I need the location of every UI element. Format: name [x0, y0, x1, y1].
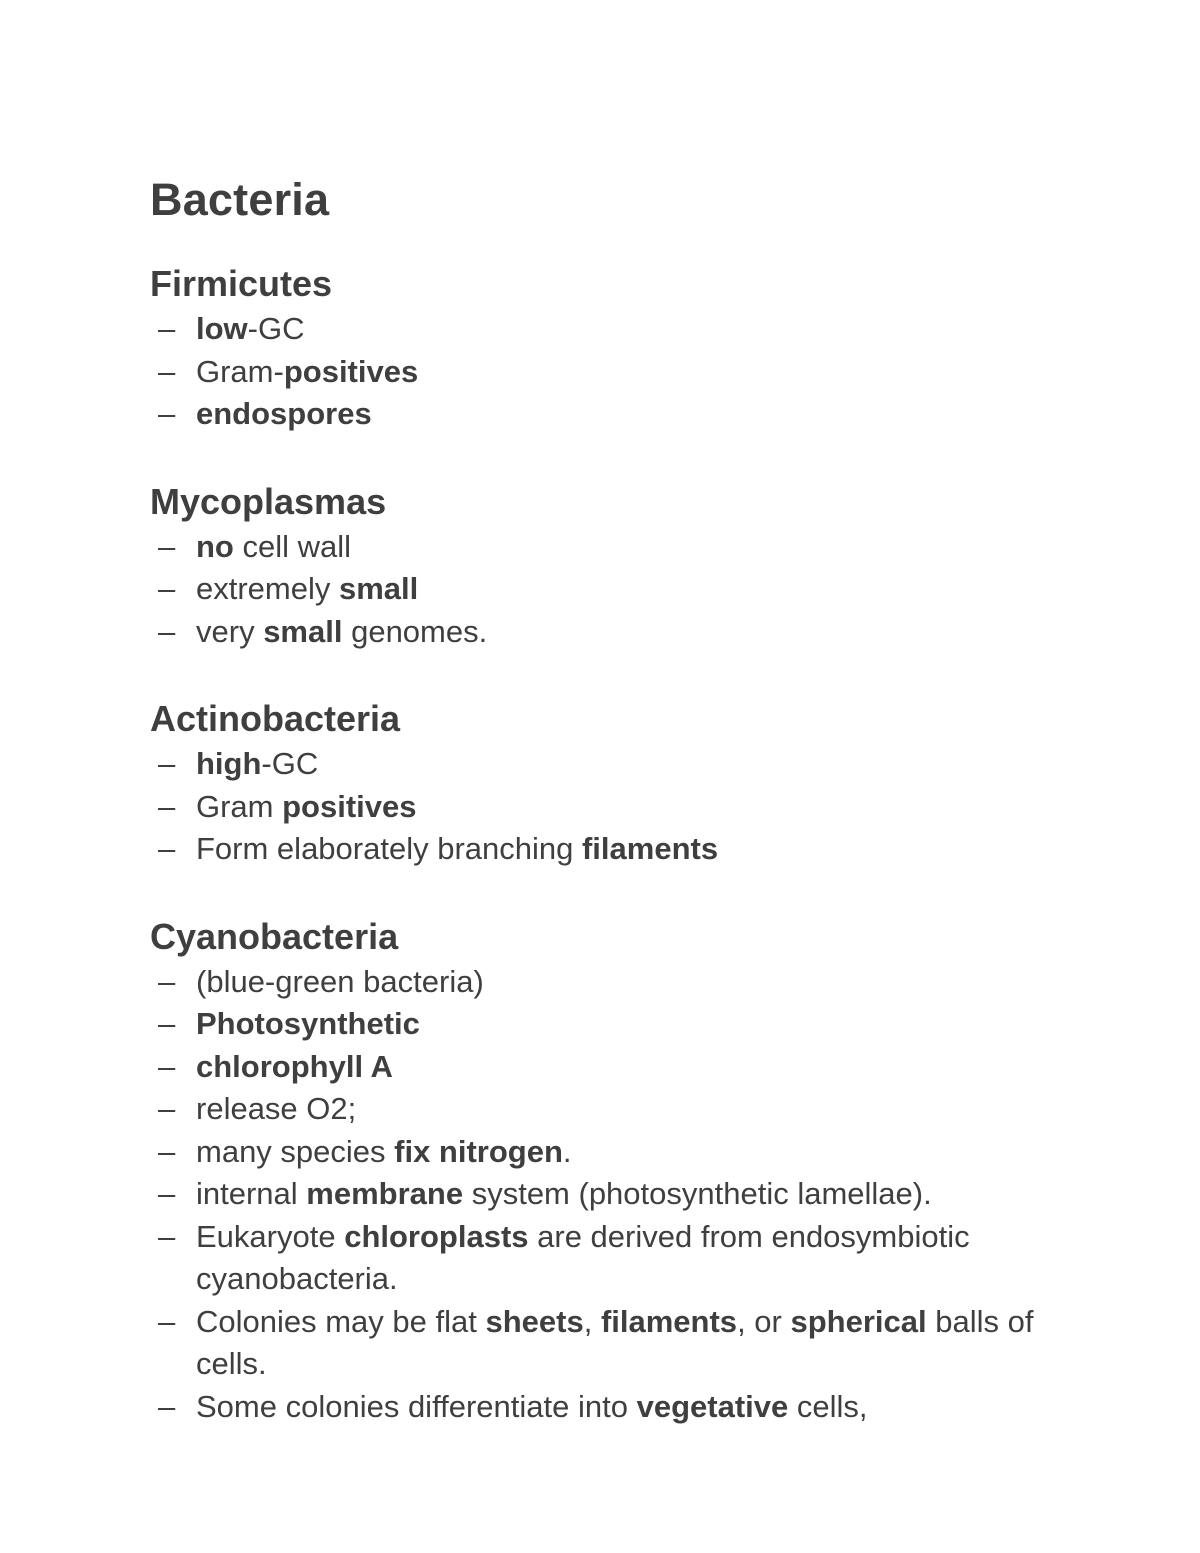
- text-run: very: [196, 613, 264, 649]
- list-item: [150, 743, 1080, 786]
- bold-term: no: [196, 528, 234, 564]
- bullet-dash: –: [158, 831, 176, 866]
- list-item: [150, 1386, 1080, 1429]
- page-title: Bacteria: [150, 174, 330, 225]
- bold-term: small: [263, 613, 343, 649]
- text-run: , or: [737, 1303, 791, 1339]
- list-item: [150, 828, 1080, 871]
- bullet-dash: –: [158, 571, 176, 606]
- bullet-dash: –: [158, 353, 176, 389]
- text-run: many species: [196, 1133, 395, 1169]
- bold-term: positives: [282, 788, 417, 824]
- text-run: Some colonies differentiate into: [196, 1388, 637, 1424]
- bullet-dash: –: [158, 613, 176, 649]
- bullet-dash: –: [158, 1048, 176, 1084]
- text-run: cell wall: [233, 528, 352, 564]
- bullet-dash: –: [158, 311, 176, 346]
- text-run: extremely: [196, 571, 339, 606]
- bullet-list: [150, 961, 1080, 1429]
- bullet-dash: –: [158, 1133, 176, 1169]
- list-item: [150, 308, 1080, 351]
- text-run: Colonies may be flat: [196, 1303, 486, 1339]
- bold-term: fix nitrogen: [394, 1133, 563, 1169]
- bullet-dash: –: [158, 1388, 176, 1424]
- bold-term: filaments: [600, 1303, 738, 1339]
- section-actinobacteria: [150, 697, 1080, 871]
- document-page: [150, 172, 1080, 1472]
- text-run: ,: [583, 1303, 601, 1339]
- bullet-dash: –: [158, 528, 176, 564]
- section-cyanobacteria: [150, 915, 1080, 1429]
- section-heading: Cyanobacteria: [150, 915, 399, 957]
- section-mycoplasmas: [150, 480, 1080, 654]
- text-run: internal: [196, 1176, 307, 1211]
- text-run: Gram-: [196, 353, 284, 389]
- bold-term: membrane: [306, 1176, 464, 1211]
- bold-term: sheets: [485, 1303, 584, 1339]
- bold-term: Photosynthetic: [196, 1006, 420, 1041]
- list-item: [150, 1088, 1080, 1131]
- bold-term: high: [196, 746, 262, 781]
- list-item: [150, 1216, 1080, 1301]
- text-run: Form elaborately branching: [196, 831, 582, 866]
- list-item: [150, 526, 1080, 569]
- list-item: [150, 961, 1080, 1004]
- bullet-dash: –: [158, 1218, 176, 1254]
- list-item: [150, 1046, 1080, 1089]
- text-run: balls of cells.: [196, 1303, 1034, 1381]
- list-item: [150, 1003, 1080, 1046]
- bullet-dash: –: [158, 1303, 176, 1339]
- bullet-dash: –: [158, 1176, 176, 1211]
- list-item: [150, 351, 1080, 394]
- list-item: [150, 393, 1080, 436]
- bullet-list: [150, 308, 1080, 436]
- list-item: [150, 1131, 1080, 1174]
- bullet-list: [150, 526, 1080, 654]
- text-run: Eukaryote: [196, 1218, 345, 1254]
- list-item: [150, 611, 1080, 654]
- sections-container: [150, 262, 1080, 1428]
- section-heading: Mycoplasmas: [150, 480, 387, 522]
- section-heading: Actinobacteria: [150, 698, 401, 739]
- list-item: [150, 568, 1080, 611]
- bold-term: vegetative: [636, 1388, 789, 1424]
- text-run: .: [562, 1133, 572, 1169]
- bullet-dash: –: [158, 746, 176, 781]
- list-item: [150, 1173, 1080, 1216]
- bold-term: positives: [283, 353, 419, 389]
- bullet-dash: –: [158, 1091, 176, 1126]
- text-run: cells,: [788, 1388, 868, 1424]
- bold-term: small: [338, 571, 419, 606]
- bold-term: low: [196, 311, 248, 346]
- section-heading: Firmicutes: [150, 263, 333, 304]
- text-run: release O2;: [196, 1091, 357, 1126]
- bullet-dash: –: [158, 396, 176, 431]
- text-run: (blue-green bacteria): [196, 963, 484, 999]
- bullet-dash: –: [158, 1006, 176, 1041]
- bullet-list: [150, 743, 1080, 871]
- text-run: system (photosynthetic lamellae).: [463, 1176, 932, 1211]
- bold-term: filaments: [581, 831, 719, 866]
- bold-term: spherical: [790, 1303, 927, 1339]
- list-item: [150, 1301, 1080, 1386]
- text-run: Gram: [196, 788, 283, 824]
- text-run: -GC: [247, 311, 305, 346]
- text-run: -GC: [261, 746, 319, 781]
- bold-term: chloroplasts: [344, 1218, 529, 1254]
- bold-term: chlorophyll A: [196, 1048, 393, 1084]
- list-item: [150, 786, 1080, 829]
- text-run: are derived from endosymbiotic cyanobacteria.: [196, 1218, 970, 1296]
- section-firmicutes: [150, 262, 1080, 436]
- text-run: genomes.: [342, 613, 488, 649]
- bullet-dash: –: [158, 963, 176, 999]
- bold-term: endospores: [196, 396, 372, 431]
- bullet-dash: –: [158, 788, 176, 824]
